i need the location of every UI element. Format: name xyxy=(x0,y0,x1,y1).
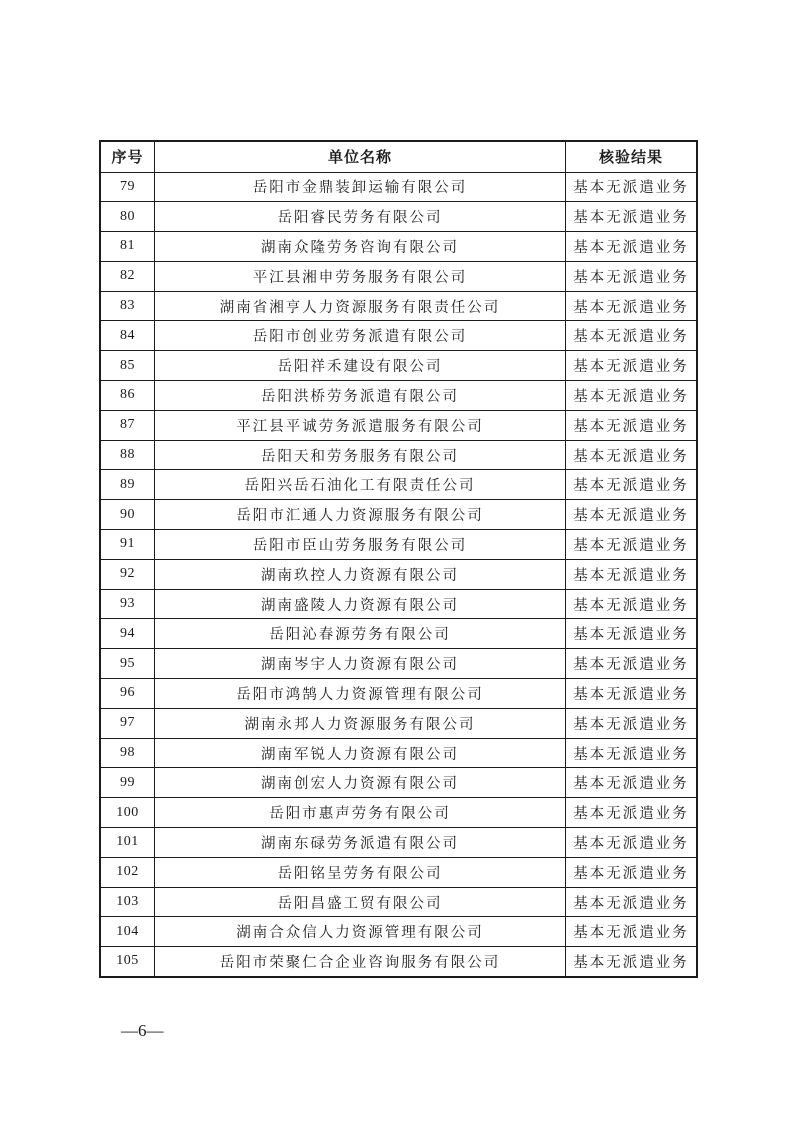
row-verify-result: 基本无派遣业务 xyxy=(566,470,698,500)
table-row xyxy=(100,559,697,589)
row-unit-name: 湖南军锐人力资源有限公司 xyxy=(155,738,566,768)
row-serial-number: 98 xyxy=(100,738,155,768)
row-verify-result: 基本无派遣业务 xyxy=(566,530,698,560)
table-row xyxy=(100,470,697,500)
row-unit-name: 湖南众隆劳务咨询有限公司 xyxy=(155,232,566,262)
row-serial-number: 103 xyxy=(100,887,155,917)
row-unit-name: 岳阳市惠声劳务有限公司 xyxy=(155,798,566,828)
row-serial-number: 86 xyxy=(100,381,155,411)
row-unit-name: 岳阳祥禾建设有限公司 xyxy=(155,351,566,381)
row-serial-number: 87 xyxy=(100,410,155,440)
row-verify-result: 基本无派遣业务 xyxy=(566,708,698,738)
row-unit-name: 湖南东碌劳务派遣有限公司 xyxy=(155,828,566,858)
row-serial-number: 91 xyxy=(100,530,155,560)
row-verify-result: 基本无派遣业务 xyxy=(566,172,698,202)
row-serial-number: 82 xyxy=(100,261,155,291)
row-serial-number: 95 xyxy=(100,649,155,679)
row-verify-result: 基本无派遣业务 xyxy=(566,857,698,887)
row-unit-name: 湖南省湘亨人力资源服务有限责任公司 xyxy=(155,291,566,321)
row-serial-number: 90 xyxy=(100,500,155,530)
row-unit-name: 岳阳睿民劳务有限公司 xyxy=(155,202,566,232)
row-verify-result: 基本无派遣业务 xyxy=(566,589,698,619)
row-unit-name: 岳阳洪桥劳务派遣有限公司 xyxy=(155,381,566,411)
table-row xyxy=(100,351,697,381)
row-unit-name: 岳阳市臣山劳务服务有限公司 xyxy=(155,530,566,560)
row-verify-result: 基本无派遣业务 xyxy=(566,559,698,589)
row-unit-name: 湖南创宏人力资源有限公司 xyxy=(155,768,566,798)
header-unit-name: 单位名称 xyxy=(155,141,566,172)
row-serial-number: 79 xyxy=(100,172,155,202)
row-verify-result: 基本无派遣业务 xyxy=(566,232,698,262)
table-head xyxy=(100,141,697,172)
row-unit-name: 湖南盛陵人力资源有限公司 xyxy=(155,589,566,619)
table-row xyxy=(100,947,697,977)
row-unit-name: 岳阳市金鼎装卸运输有限公司 xyxy=(155,172,566,202)
row-unit-name: 岳阳市荣聚仁合企业咨询服务有限公司 xyxy=(155,947,566,977)
row-serial-number: 102 xyxy=(100,857,155,887)
row-unit-name: 岳阳天和劳务服务有限公司 xyxy=(155,440,566,470)
row-verify-result: 基本无派遣业务 xyxy=(566,500,698,530)
row-unit-name: 岳阳铭呈劳务有限公司 xyxy=(155,857,566,887)
row-serial-number: 94 xyxy=(100,619,155,649)
row-verify-result: 基本无派遣业务 xyxy=(566,768,698,798)
row-verify-result: 基本无派遣业务 xyxy=(566,321,698,351)
row-verify-result: 基本无派遣业务 xyxy=(566,798,698,828)
row-serial-number: 96 xyxy=(100,679,155,709)
row-verify-result: 基本无派遣业务 xyxy=(566,351,698,381)
row-verify-result: 基本无派遣业务 xyxy=(566,738,698,768)
table-row xyxy=(100,530,697,560)
row-serial-number: 83 xyxy=(100,291,155,321)
table-row xyxy=(100,887,697,917)
table-row xyxy=(100,828,697,858)
row-unit-name: 湖南岑宇人力资源有限公司 xyxy=(155,649,566,679)
table-body xyxy=(100,172,697,977)
row-unit-name: 湖南永邦人力资源服务有限公司 xyxy=(155,708,566,738)
row-verify-result: 基本无派遣业务 xyxy=(566,410,698,440)
table-row xyxy=(100,291,697,321)
table-row xyxy=(100,679,697,709)
row-serial-number: 85 xyxy=(100,351,155,381)
table-row xyxy=(100,738,697,768)
row-serial-number: 104 xyxy=(100,917,155,947)
row-serial-number: 100 xyxy=(100,798,155,828)
row-verify-result: 基本无派遣业务 xyxy=(566,291,698,321)
table-row xyxy=(100,261,697,291)
row-verify-result: 基本无派遣业务 xyxy=(566,381,698,411)
row-serial-number: 89 xyxy=(100,470,155,500)
table-row xyxy=(100,172,697,202)
table-row xyxy=(100,708,697,738)
table-row xyxy=(100,381,697,411)
page-number: —6— xyxy=(121,1021,164,1040)
row-unit-name: 湖南合众信人力资源管理有限公司 xyxy=(155,917,566,947)
row-verify-result: 基本无派遣业务 xyxy=(566,440,698,470)
row-unit-name: 岳阳市创业劳务派遣有限公司 xyxy=(155,321,566,351)
table-row xyxy=(100,857,697,887)
row-verify-result: 基本无派遣业务 xyxy=(566,947,698,977)
row-serial-number: 81 xyxy=(100,232,155,262)
row-unit-name: 岳阳昌盛工贸有限公司 xyxy=(155,887,566,917)
table-row xyxy=(100,917,697,947)
row-verify-result: 基本无派遣业务 xyxy=(566,261,698,291)
row-verify-result: 基本无派遣业务 xyxy=(566,679,698,709)
table-row xyxy=(100,649,697,679)
header-verify-result: 核验结果 xyxy=(566,141,698,172)
row-serial-number: 93 xyxy=(100,589,155,619)
row-verify-result: 基本无派遣业务 xyxy=(566,649,698,679)
verification-table xyxy=(99,140,698,978)
table-row xyxy=(100,619,697,649)
table-row xyxy=(100,410,697,440)
table-header-row xyxy=(100,141,697,172)
row-unit-name: 岳阳市鸿鹄人力资源管理有限公司 xyxy=(155,679,566,709)
table-row xyxy=(100,440,697,470)
row-unit-name: 岳阳沁春源劳务有限公司 xyxy=(155,619,566,649)
table-row xyxy=(100,202,697,232)
table-row xyxy=(100,500,697,530)
row-verify-result: 基本无派遣业务 xyxy=(566,887,698,917)
row-serial-number: 105 xyxy=(100,947,155,977)
table-row xyxy=(100,768,697,798)
row-unit-name: 平江县湘申劳务服务有限公司 xyxy=(155,261,566,291)
row-serial-number: 84 xyxy=(100,321,155,351)
row-unit-name: 平江县平诚劳务派遣服务有限公司 xyxy=(155,410,566,440)
table-row xyxy=(100,321,697,351)
table-row xyxy=(100,589,697,619)
table-row xyxy=(100,798,697,828)
row-serial-number: 88 xyxy=(100,440,155,470)
row-unit-name: 岳阳市汇通人力资源服务有限公司 xyxy=(155,500,566,530)
table-row xyxy=(100,232,697,262)
row-serial-number: 80 xyxy=(100,202,155,232)
row-serial-number: 97 xyxy=(100,708,155,738)
header-serial-number: 序号 xyxy=(100,141,155,172)
row-unit-name: 岳阳兴岳石油化工有限责任公司 xyxy=(155,470,566,500)
row-unit-name: 湖南玖控人力资源有限公司 xyxy=(155,559,566,589)
row-verify-result: 基本无派遣业务 xyxy=(566,917,698,947)
row-serial-number: 101 xyxy=(100,828,155,858)
row-verify-result: 基本无派遣业务 xyxy=(566,202,698,232)
row-verify-result: 基本无派遣业务 xyxy=(566,828,698,858)
row-verify-result: 基本无派遣业务 xyxy=(566,619,698,649)
row-serial-number: 99 xyxy=(100,768,155,798)
row-serial-number: 92 xyxy=(100,559,155,589)
